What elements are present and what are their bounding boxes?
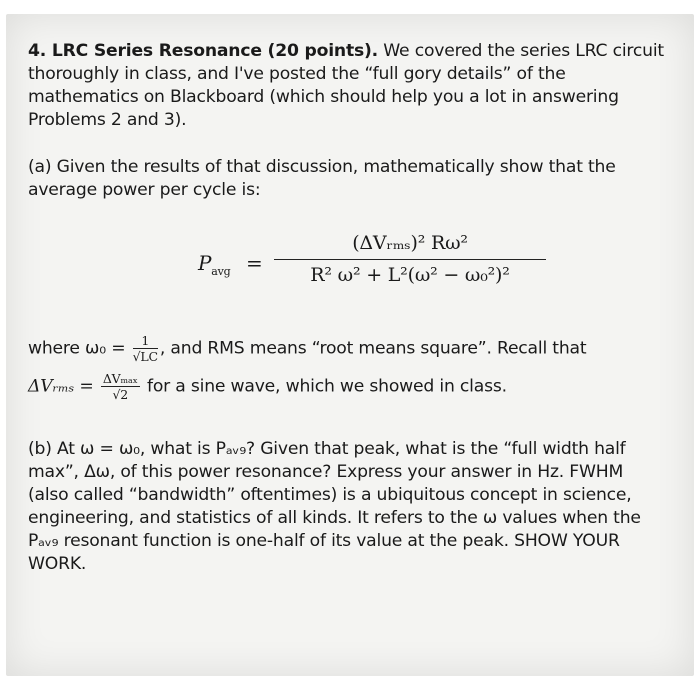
- formula-fraction: [274, 232, 546, 287]
- problem-intro: [28, 40, 668, 132]
- vrms-frac-denominator: √2: [112, 387, 129, 402]
- problem-intro-text: We covered the series LRC circuit thoroughly in class, and I've posted the “full gory details” of the mathematics on Blackboard (which should help you a lot in answering Problems 2 and 3).: [28, 41, 664, 130]
- vrms-fraction: [101, 372, 140, 401]
- vrms-lhs: ΔVᵣₘₛ =: [28, 376, 94, 397]
- formula-numerator: (ΔVᵣₘₛ)² Rω²: [274, 232, 546, 260]
- formula-denominator: R² ω² + L²(ω² − ω₀²)²: [310, 264, 510, 286]
- omega-fraction: [133, 334, 158, 363]
- problem-document: [28, 40, 668, 576]
- part-b-text: (b) At ω = ω₀, what is Pₐᵥ₉? Given that peak, what is the “full width half max”, Δω, of this power resonance? Express your answer in Hz. FWHM (also called “bandwidth” oftentimes) is a ubiquitous concept in science, engineering, and statistics of all kinds. It refers to the ω values when the Pₐᵥ₉ resonant function is one-half of its value at the peak. SHOW YOUR WORK.: [28, 439, 641, 574]
- vrms-definition: [28, 372, 507, 401]
- formula-lhs-symbol: P: [198, 251, 212, 275]
- where-prefix: where ω₀ =: [28, 338, 126, 359]
- definitions-block: [28, 326, 668, 402]
- formula-lhs: [198, 252, 230, 283]
- vrms-frac-numerator: ΔVₘₐₓ: [102, 371, 138, 386]
- vrms-suffix: for a sine wave, which we showed in class.: [146, 376, 507, 397]
- omega-frac-denominator: √LC: [132, 349, 158, 364]
- omega-frac-numerator: 1: [133, 334, 158, 349]
- problem-heading: 4. LRC Series Resonance (20 points).: [28, 41, 378, 61]
- where-suffix: , and RMS means “root means square”. Recall that: [159, 338, 587, 359]
- part-a-text: (a) Given the results of that discussion, mathematically show that the average power per cycle is:: [28, 157, 616, 200]
- omega-definition: [28, 334, 586, 363]
- formula-equals: =: [246, 251, 263, 275]
- power-formula: [28, 232, 668, 302]
- formula-lhs-subscript: avg: [211, 265, 231, 278]
